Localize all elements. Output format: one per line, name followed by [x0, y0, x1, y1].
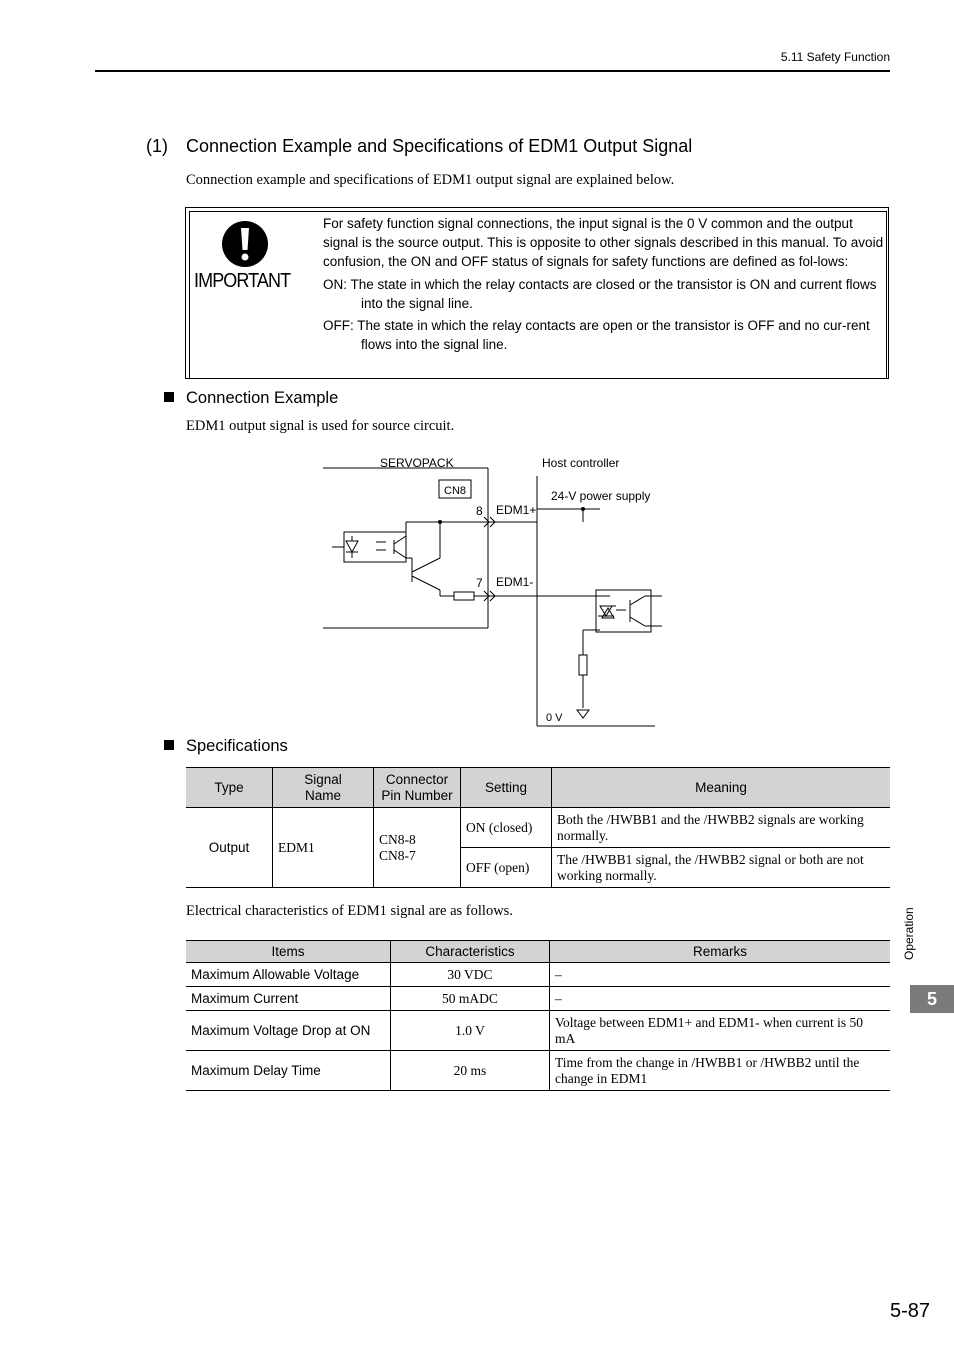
connection-example-heading: [164, 389, 338, 408]
spec-meaning-on: Both the /HWBB1 and the /HWBB2 signals are working normally.: [552, 808, 891, 848]
edm1-minus-label: EDM1-: [496, 575, 534, 589]
spec-meaning-off: The /HWBB1 signal, the /HWBB2 signal or both are not working normally.: [552, 848, 891, 888]
elec-item: Maximum Voltage Drop at ON: [186, 1011, 391, 1051]
spec-setting-off: OFF (open): [461, 848, 552, 888]
edm1-plus-label: EDM1+: [496, 503, 537, 517]
elec-remark: –: [550, 987, 891, 1011]
power-supply-label: 24-V power supply: [551, 489, 651, 503]
cn8-label: CN8: [444, 485, 467, 497]
important-label: IMPORTANT: [194, 270, 291, 292]
elec-item: Maximum Allowable Voltage: [186, 963, 391, 987]
section-intro: Connection example and specifications of EDM1 output signal are explained below.: [186, 172, 675, 188]
spec-setting-on: ON (closed): [461, 808, 552, 848]
specifications-heading: [164, 737, 288, 756]
spec-pins-cell: CN8-8 CN8-7: [374, 808, 461, 888]
spec-header-meaning: Meaning: [552, 768, 891, 808]
spec-header-signal: Signal Name: [273, 768, 374, 808]
specifications-table: [186, 767, 890, 888]
important-para: For safety function signal connections, the input signal is the 0 V common and the output signal is the source output. This is opposite to other signals described in this manual. To avoid confusion, the ON and OFF status of signals for safety functions are defined as fol-lows:: [323, 216, 884, 270]
side-section-label: Operation: [902, 907, 916, 960]
elec-item: Maximum Current: [186, 987, 391, 1011]
host-controller-label: Host controller: [542, 456, 620, 470]
elec-remark: Time from the change in /HWBB1 or /HWBB2 until the change in EDM1: [550, 1051, 891, 1091]
specifications-heading-text: Specifications: [186, 737, 288, 755]
connection-example-heading-text: Connection Example: [186, 389, 339, 407]
page-number: 5-87: [889, 1300, 930, 1322]
connection-example-text: EDM1 output signal is used for source circuit.: [186, 418, 455, 434]
section-number: (1): [146, 136, 168, 156]
elec-header-items: Items: [186, 941, 391, 963]
elec-value: 30 VDC: [391, 963, 550, 987]
spec-header-type: Type: [186, 768, 273, 808]
on-definition: ON: The state in which the relay contacts are closed or the transistor is ON and current flows into the signal line.: [323, 276, 877, 311]
servopack-label: SERVOPACK: [380, 456, 454, 470]
elec-remark: Voltage between EDM1+ and EDM1- when current is 50 mA: [550, 1011, 891, 1051]
elec-item: Maximum Delay Time: [186, 1051, 391, 1091]
elec-header-remarks: Remarks: [550, 941, 891, 963]
section-title: Connection Example and Specifications of EDM1 Output Signal: [186, 136, 693, 156]
off-definition: OFF: The state in which the relay contacts are open or the transistor is OFF and no cur-rent flows into the signal line.: [323, 318, 870, 353]
electrical-intro: Electrical characteristics of EDM1 signal are as follows.: [186, 903, 513, 919]
spec-signal-cell: EDM1: [273, 808, 374, 888]
spec-header-setting: Setting: [461, 768, 552, 808]
spec-type-cell: Output: [186, 808, 273, 888]
elec-value: 50 mADC: [391, 987, 550, 1011]
pin8-label: 8: [476, 504, 483, 518]
square-bullet-icon: [164, 392, 174, 402]
header-rule: [95, 70, 890, 72]
chapter-tab: 5: [910, 985, 954, 1013]
electrical-table: [186, 940, 890, 1091]
connection-diagram: [320, 450, 665, 735]
elec-header-characteristics: Characteristics: [391, 941, 550, 963]
elec-value: 20 ms: [391, 1051, 550, 1091]
square-bullet-icon: [164, 740, 174, 750]
elec-remark: –: [550, 963, 891, 987]
pin7-label: 7: [476, 576, 483, 590]
spec-header-pin: Connector Pin Number: [374, 768, 461, 808]
exclamation-icon: [221, 220, 269, 268]
running-header: 5.11 Safety Function: [780, 50, 890, 64]
zero-volt-label: 0 V: [546, 712, 563, 724]
elec-value: 1.0 V: [391, 1011, 550, 1051]
important-text: [323, 214, 885, 354]
